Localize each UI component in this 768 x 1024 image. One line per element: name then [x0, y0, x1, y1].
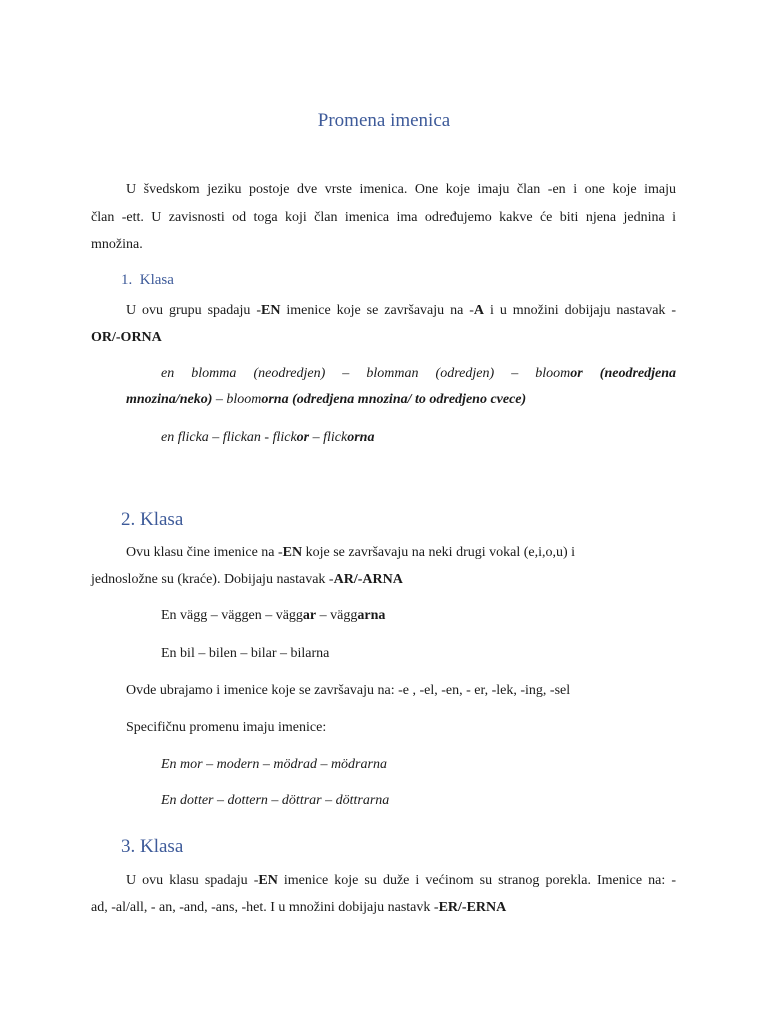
section-3-desc-line-2: ad, -al/all, - an, -and, -ans, -het. I u množini dobijaju nastavk -ER/-ERNA — [91, 900, 507, 915]
intro-line-1: U švedskom jeziku postoje dve vrste imenica. One koje imaju član -en i one koje imaju — [126, 182, 676, 197]
section-2-desc-line-2: jednosložne su (kraće). Dobijaju nastavak -AR/-ARNA — [91, 572, 403, 587]
section-1-desc-line-1: U ovu grupu spadaju -EN imenice koje se završavaju na -A i u množini dobijaju nastavak - — [126, 303, 677, 318]
section-2-specific: Specifičnu promenu imaju imenice: — [126, 720, 327, 735]
section-1-desc-line-2: OR/-ORNA — [91, 330, 162, 345]
section-2-heading — [121, 509, 183, 531]
section-3-title: Klasa — [140, 836, 184, 857]
section-2-example-1: En vägg – väggen – väggar – väggarna — [161, 608, 386, 623]
section-1-example-2: en flicka – flickan - flickor – flickorna — [161, 430, 375, 445]
section-2-example-3: En mor – modern – mödrad – mödrarna — [161, 757, 387, 772]
section-2-desc-line-1: Ovu klasu čine imenice na -EN koje se završavaju na neki drugi vokal (e,i,o,u) i — [126, 545, 576, 560]
section-1-heading — [121, 272, 174, 289]
section-1-title: Klasa — [139, 272, 174, 288]
section-3-heading — [121, 836, 183, 858]
section-2-number: 2. — [121, 509, 136, 530]
intro-line-2: član -ett. U zavisnosti od toga koji član imenica ima određujemo kakve će biti njena jednina i — [91, 210, 676, 225]
section-1-number: 1. — [121, 272, 133, 288]
page-title: Promena imenica — [317, 110, 451, 131]
section-2-note: Ovde ubrajamo i imenice koje se završavaju na: -e , -el, -en, - er, -lek, -ing, -sel — [126, 683, 571, 698]
section-2-example-2: En bil – bilen – bilar – bilarna — [161, 646, 330, 661]
section-3-number: 3. — [121, 836, 136, 857]
intro-line-3: množina. — [91, 237, 143, 252]
section-3-desc-line-1: U ovu klasu spadaju -EN imenice koje su duže i većinom su stranog porekla. Imenice na: - — [126, 873, 676, 888]
section-2-title: Klasa — [140, 509, 184, 530]
section-1-example-1-line-1: en blomma (neodredjen) – blomman (odredjen) – bloomor (neodredjena — [161, 366, 676, 381]
section-2-example-4: En dotter – dottern – döttrar – döttrarna — [161, 793, 390, 808]
section-1-example-1-line-2: mnozina/neko) – bloomorna (odredjena mnozina/ to odredjeno cvece) — [126, 392, 527, 407]
